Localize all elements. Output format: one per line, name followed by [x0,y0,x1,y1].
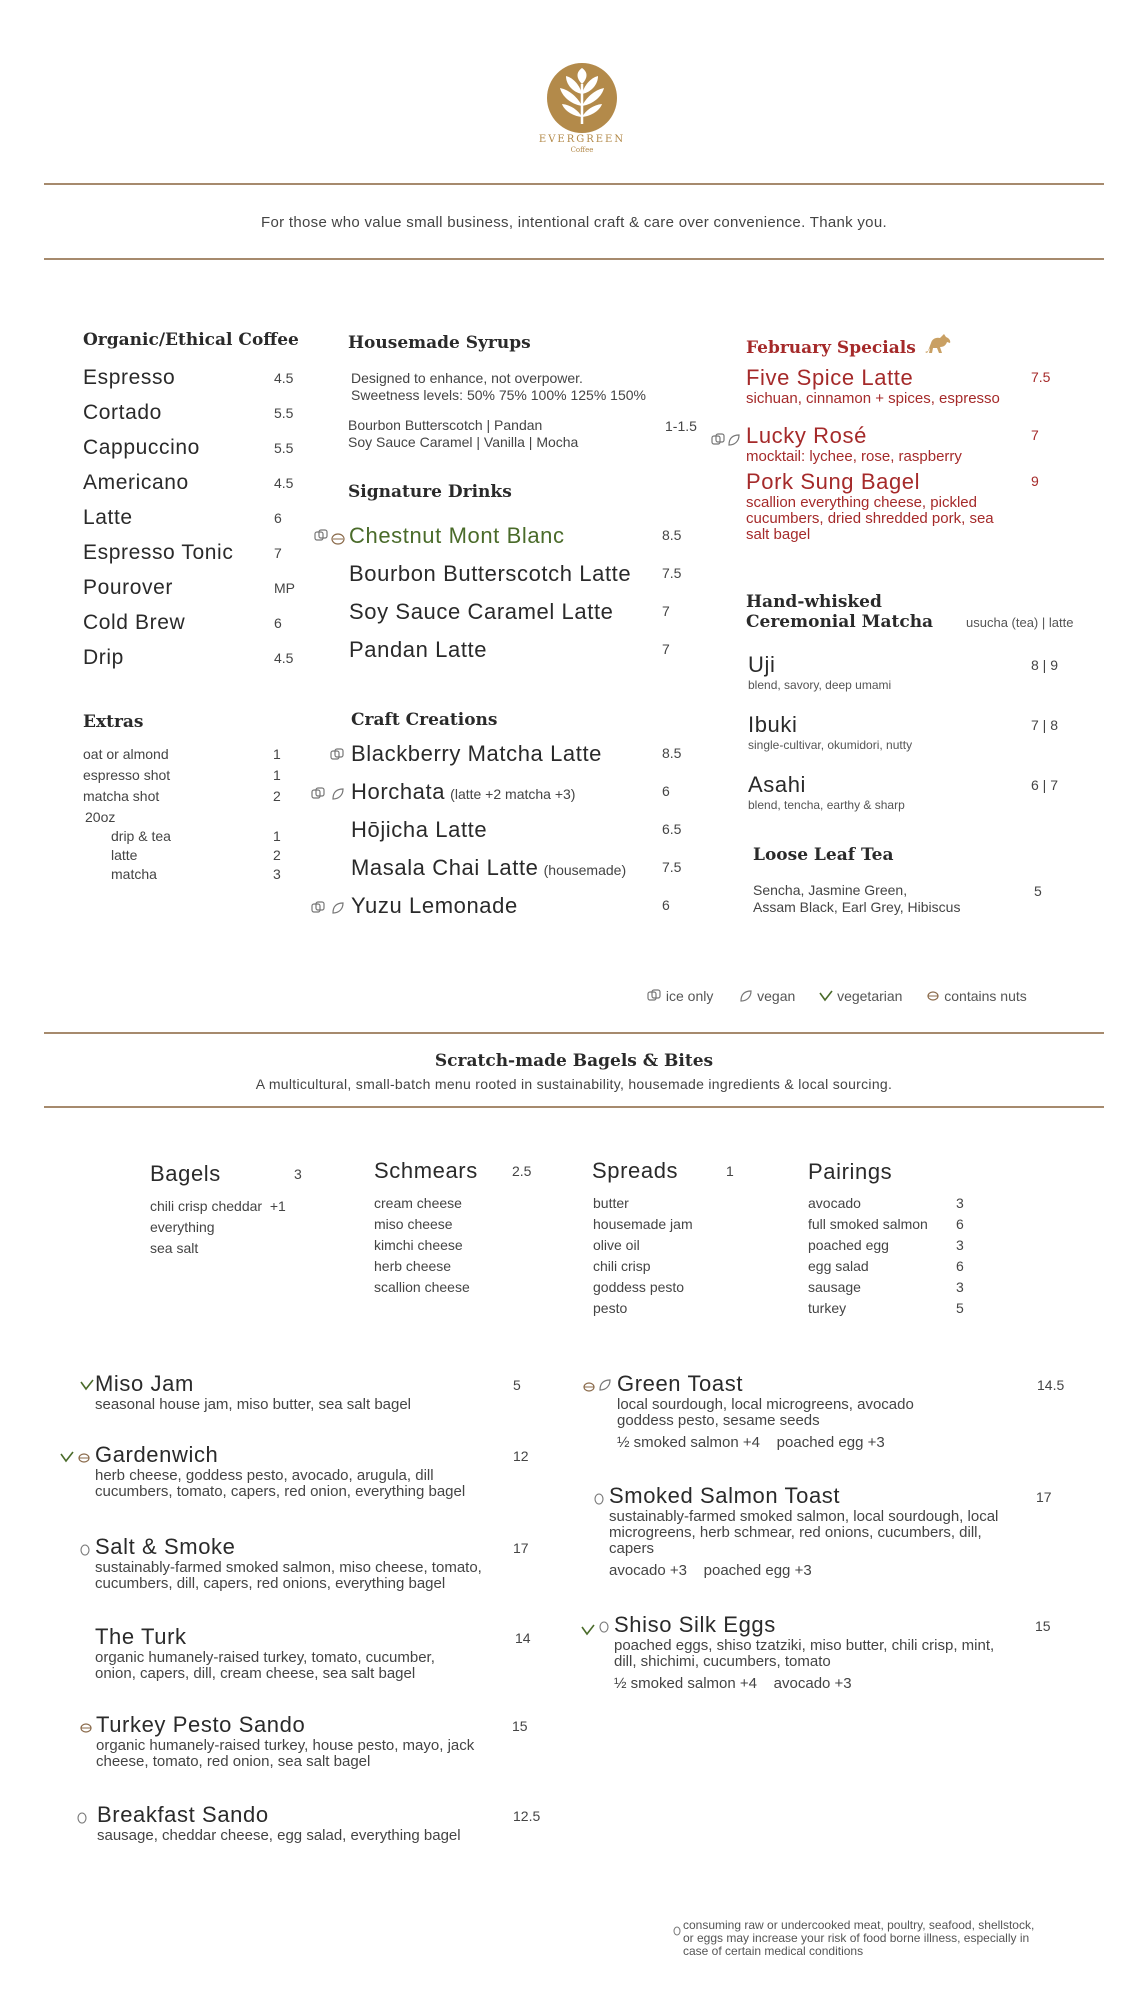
bites-title: Scratch-made Bagels & Bites [434,1051,714,1071]
bite-item [95,1534,545,1592]
item-desc: single-cultivar, okumidori, nutty [748,738,913,752]
item-price: 5.5 [274,405,294,421]
item-name: espresso shot [83,767,171,783]
item-note: (housemade) [543,862,627,878]
item-price: 6 | 7 [1031,777,1058,793]
item-name: Green Toast [617,1371,744,1396]
item-price: 6.5 [662,821,682,837]
pairing-item [808,1298,978,1319]
size-item [83,866,293,885]
item-name: Turkey Pesto Sando [96,1712,306,1737]
item-price: 6 [662,897,670,913]
bite-item [95,1371,545,1413]
size-label: 20oz [85,809,116,825]
spread-item: goddess pesto [593,1279,685,1295]
item-price: 1 [273,828,281,844]
item-desc: mocktail: lychee, rose, raspberry [746,448,962,465]
bite-item [614,1612,1084,1692]
disclaimer: consuming raw or undercooked meat, poultry, seafood, shellstock, or eggs may increase your risk of food borne illness, especially in case of certain medical conditions [683,1918,1035,1958]
extra-item [83,767,293,788]
item-name: avocado [808,1195,861,1211]
item-addons: ½ smoked salmon +4 avocado +3 [614,1675,852,1692]
item-desc: blend, savory, deep umami [748,678,892,692]
coffee-item [83,471,303,506]
spread-item: olive oil [593,1237,640,1253]
ice-icon [646,988,662,1004]
bites-subtitle: A multicultural, small-batch menu rooted in sustainability, housemade ingredients & local sourcing. [255,1076,893,1092]
extra-item [83,746,293,767]
item-price: 2 [273,847,281,863]
craft-item [351,817,691,855]
spreads-price: 1 [726,1163,734,1179]
item-name: matcha [111,866,157,882]
item-name: Salt & Smoke [95,1534,236,1559]
special-item [746,423,1076,469]
item-name: Chestnut Mont Blanc [349,523,565,548]
spread-item: housemade jam [593,1216,693,1232]
divider [44,258,1104,260]
loose-leaf-list [753,882,960,916]
item-price: 15 [512,1718,528,1734]
item-desc: sichuan, cinnamon + spices, espresso [746,390,1000,407]
matcha-heading-line: Ceremonial Matcha [746,612,934,632]
item-price: 6 [274,510,282,526]
special-item [746,469,1076,549]
item-price: 7 [662,641,670,657]
item-price: 3 [956,1237,964,1253]
item-price: 7 [274,545,282,561]
item-name: Miso Jam [95,1371,194,1396]
item-desc: poached eggs, shiso tzatziki, miso butter, chili crisp, mint, dill, shichimi, cucumbers, tomato [614,1637,995,1670]
leaf-logo-icon [546,62,618,134]
item-name: Ibuki [748,712,798,737]
coffee-item [83,611,303,646]
schmear-item: kimchi cheese [374,1237,463,1253]
schmear-item: miso cheese [374,1216,453,1232]
extras-heading: Extras [83,712,144,732]
item-price: 5.5 [274,440,294,456]
pairing-item [808,1256,978,1277]
syrups-price: 1-1.5 [665,418,697,434]
brand-sub: Coffee [570,146,594,154]
item-desc: sausage, cheddar cheese, egg salad, everything bagel [97,1827,461,1844]
matcha-heading-line: Hand-whisked [746,592,882,612]
raw-warning-icon [599,1618,609,1637]
bagel-item [150,1196,286,1217]
horse-icon [922,331,954,357]
vegan-leaf-icon [727,432,741,451]
item-name: Five Spice Latte [746,365,914,390]
syrups-flavors [348,417,628,451]
coffee-item [83,576,303,611]
item-name: Americano [83,471,189,494]
specials-heading [746,331,954,358]
tagline: For those who value small business, intentional craft & care over convenience. Thank you. [261,214,887,231]
syrups-flavor-line: Soy Sauce Caramel | Vanilla | Mocha [348,434,579,450]
pairings-heading: Pairings [808,1159,893,1184]
coffee-item [83,401,303,436]
schmears-list [374,1193,470,1298]
item-price: 1 [273,767,281,783]
item-name: Pork Sung Bagel [746,469,921,494]
vegetarian-check-icon [819,988,833,1004]
signature-list [349,523,689,675]
special-item [746,365,1076,423]
item-name: Cappuccino [83,436,200,459]
nut-icon [77,1449,91,1468]
coffee-list [83,366,303,681]
pairing-item [808,1235,978,1256]
coffee-item [83,436,303,471]
legend-nuts: contains nuts [944,988,1027,1004]
item-name: Blackberry Matcha Latte [351,741,603,766]
matcha-item [748,712,1078,772]
item-price: 14 [515,1630,531,1646]
item-price: 12 [513,1448,529,1464]
ice-icon [329,747,345,766]
craft-item [351,855,691,893]
nut-icon [582,1378,596,1397]
craft-list [351,741,691,931]
spread-item: chili crisp [593,1258,651,1274]
signature-item [349,561,689,599]
nut-icon [926,988,940,1004]
signature-heading: Signature Drinks [348,482,512,502]
craft-item [351,893,691,931]
schmear-item: herb cheese [374,1258,452,1274]
raw-warning-icon [594,1490,604,1509]
item-price: 7 [1031,427,1039,443]
item-price: 1 [273,746,281,762]
item-name: Yuzu Lemonade [351,893,518,918]
matcha-heading [746,592,933,632]
item-price: 7 | 8 [1031,717,1058,733]
bite-item [96,1712,546,1770]
craft-heading: Craft Creations [351,710,498,730]
item-name: matcha shot [83,788,160,804]
schmear-item: scallion cheese [374,1279,470,1295]
item-name: drip & tea [111,828,171,844]
bite-item [95,1442,545,1500]
coffee-heading: Organic/Ethical Coffee [83,330,299,350]
item-name: The Turk [95,1624,187,1649]
coffee-item [83,541,303,576]
raw-warning-icon [80,1541,90,1560]
item-extra: +1 [269,1198,286,1214]
ice-icon [313,528,329,547]
signature-item [349,523,689,561]
item-price: 8.5 [662,745,682,761]
syrups-flavor-line: Bourbon Butterscotch | Pandan [348,417,543,433]
item-name: Horchata [351,779,446,804]
item-name: chili crisp cheddar [150,1198,263,1214]
syrups-desc-line: Designed to enhance, not overpower. [351,370,583,386]
item-desc: scallion everything cheese, pickled cucumbers, dried shredded pork, sea salt bagel [746,494,994,543]
craft-item [351,779,691,817]
vegan-leaf-icon [739,988,753,1004]
item-name: Drip [83,646,124,669]
vegetarian-check-icon [80,1376,94,1395]
item-desc: seasonal house jam, miso butter, sea salt bagel [95,1396,412,1413]
item-desc: herb cheese, goddess pesto, avocado, arugula, dill cucumbers, tomato, capers, red onion, everything bagel [95,1467,466,1500]
pairings-list [808,1193,978,1319]
item-price: MP [274,580,295,596]
item-price: 6 [662,783,670,799]
size-item [83,847,293,866]
vegan-leaf-icon [331,786,345,805]
item-name: sausage [808,1279,861,1295]
item-price: 4.5 [274,650,294,666]
item-name: Espresso Tonic [83,541,234,564]
schmears-heading: Schmears [374,1158,478,1183]
coffee-item [83,506,303,541]
item-name: Lucky Rosé [746,423,867,448]
item-name: Asahi [748,772,807,797]
loose-leaf-line: Assam Black, Earl Grey, Hibiscus [753,899,961,915]
item-price: 12.5 [513,1808,541,1824]
item-price: 3 [273,866,281,882]
item-desc: sustainably-farmed smoked salmon, miso cheese, tomato, cucumbers, dill, capers, red onions, everything bagel [95,1559,482,1592]
matcha-columns: usucha (tea) | latte [966,615,1074,630]
item-price: 2 [273,788,281,804]
item-addons: ½ smoked salmon +4 poached egg +3 [617,1434,885,1451]
logo [546,62,618,134]
signature-item [349,599,689,637]
item-name: turkey [808,1300,847,1316]
schmears-price: 2.5 [512,1163,532,1179]
divider [44,1106,1104,1108]
syrups-desc-line: Sweetness levels: 50% 75% 100% 125% 150% [351,387,646,403]
legend-ice: ice only [665,988,714,1004]
item-name: Shiso Silk Eggs [614,1612,776,1637]
craft-item [351,741,691,779]
item-price: 6 [274,615,282,631]
bagel-item: everything [150,1219,215,1235]
item-price: 15 [1035,1618,1051,1634]
legend-vegan: vegan [757,988,796,1004]
item-price: 7.5 [1031,369,1051,385]
legend-vegetarian: vegetarian [837,988,903,1004]
vegan-leaf-icon [598,1377,612,1396]
bite-item [95,1624,545,1682]
item-price: 5 [956,1300,964,1316]
pairing-item [808,1214,978,1235]
item-price: 17 [513,1540,529,1556]
item-name: Gardenwich [95,1442,219,1467]
item-name: Cortado [83,401,162,424]
item-addons: avocado +3 poached egg +3 [609,1562,812,1579]
item-price: 4.5 [274,475,294,491]
brand-name: EVERGREEN [538,134,626,145]
matcha-item [748,772,1078,832]
spread-item: pesto [593,1300,628,1316]
loose-leaf-heading: Loose Leaf Tea [753,845,894,865]
matcha-item [748,652,1078,712]
bagels-list [150,1196,286,1259]
item-price: 4.5 [274,370,294,386]
specials-list [746,365,1076,549]
bite-item [617,1371,1077,1451]
item-price: 7.5 [662,859,682,875]
item-price: 3 [956,1279,964,1295]
loose-leaf-line: Sencha, Jasmine Green, [753,882,908,898]
divider [44,1032,1104,1034]
item-desc: blend, tencha, earthy & sharp [748,798,905,812]
bite-item [97,1802,547,1844]
ice-icon [310,900,326,919]
item-name: Pandan Latte [349,637,488,662]
syrups-desc [351,370,681,404]
item-name: Uji [748,652,776,677]
item-price: 5 [513,1377,521,1393]
vegetarian-check-icon [581,1621,595,1640]
size-item [83,828,293,847]
bagels-price: 3 [294,1166,302,1182]
nut-icon [331,530,345,549]
item-note: (latte +2 matcha +3) [450,786,576,802]
item-price: 14.5 [1037,1377,1065,1393]
item-price: 17 [1036,1489,1052,1505]
item-name: Soy Sauce Caramel Latte [349,599,614,624]
item-desc: organic humanely-raised turkey, house pesto, mayo, jack cheese, tomato, red onion, sea salt bagel [96,1737,475,1770]
item-name: Masala Chai Latte [351,855,539,880]
item-price: 6 [956,1216,964,1232]
item-name: Hōjicha Latte [351,817,488,842]
item-price: 7.5 [662,565,682,581]
item-desc: local sourdough, local microgreens, avocado goddess pesto, sesame seeds [617,1396,914,1429]
item-name: Bourbon Butterscotch Latte [349,561,632,586]
legend [646,988,1086,1004]
item-name: Pourover [83,576,174,599]
item-price: 8.5 [662,527,682,543]
item-name: Latte [83,506,133,529]
item-name: Breakfast Sando [97,1802,269,1827]
spreads-heading: Spreads [592,1158,679,1183]
divider [44,183,1104,185]
nut-icon [79,1719,93,1738]
vegetarian-check-icon [60,1448,74,1467]
item-price: 7 [662,603,670,619]
raw-warning-icon [77,1809,87,1828]
item-name: Smoked Salmon Toast [609,1483,841,1508]
item-desc: organic humanely-raised turkey, tomato, cucumber, onion, capers, dill, cream cheese, sea salt bagel [95,1649,435,1682]
item-desc: sustainably-farmed smoked salmon, local sourdough, local microgreens, herb schmear, red onions, cucumbers, dill, capers [609,1508,999,1557]
extra-item [83,788,293,809]
pairing-item [808,1277,978,1298]
item-name: oat or almond [83,746,169,762]
ice-icon [710,432,726,451]
loose-leaf-price: 5 [1034,883,1042,899]
ice-icon [310,786,326,805]
bagels-heading: Bagels [150,1161,221,1186]
matcha-list [748,652,1078,832]
coffee-item [83,646,303,681]
item-name: poached egg [808,1237,889,1253]
spread-item: butter [593,1195,629,1211]
vegan-leaf-icon [331,900,345,919]
schmear-item: cream cheese [374,1195,462,1211]
bagel-item: sea salt [150,1240,199,1256]
item-price: 8 | 9 [1031,657,1058,673]
raw-warning-icon [673,1921,681,1940]
item-price: 6 [956,1258,964,1274]
item-name: latte [111,847,138,863]
specials-heading-text: February Specials [746,338,916,358]
item-price: 3 [956,1195,964,1211]
syrups-heading: Housemade Syrups [348,333,531,353]
item-name: Espresso [83,366,176,389]
pairing-item [808,1193,978,1214]
extras-list [83,746,293,885]
coffee-item [83,366,303,401]
item-price: 9 [1031,473,1039,489]
spreads-list [593,1193,693,1319]
item-name: full smoked salmon [808,1216,928,1232]
item-name: egg salad [808,1258,869,1274]
bite-item [609,1483,1079,1579]
signature-item [349,637,689,675]
item-name: Cold Brew [83,611,186,634]
